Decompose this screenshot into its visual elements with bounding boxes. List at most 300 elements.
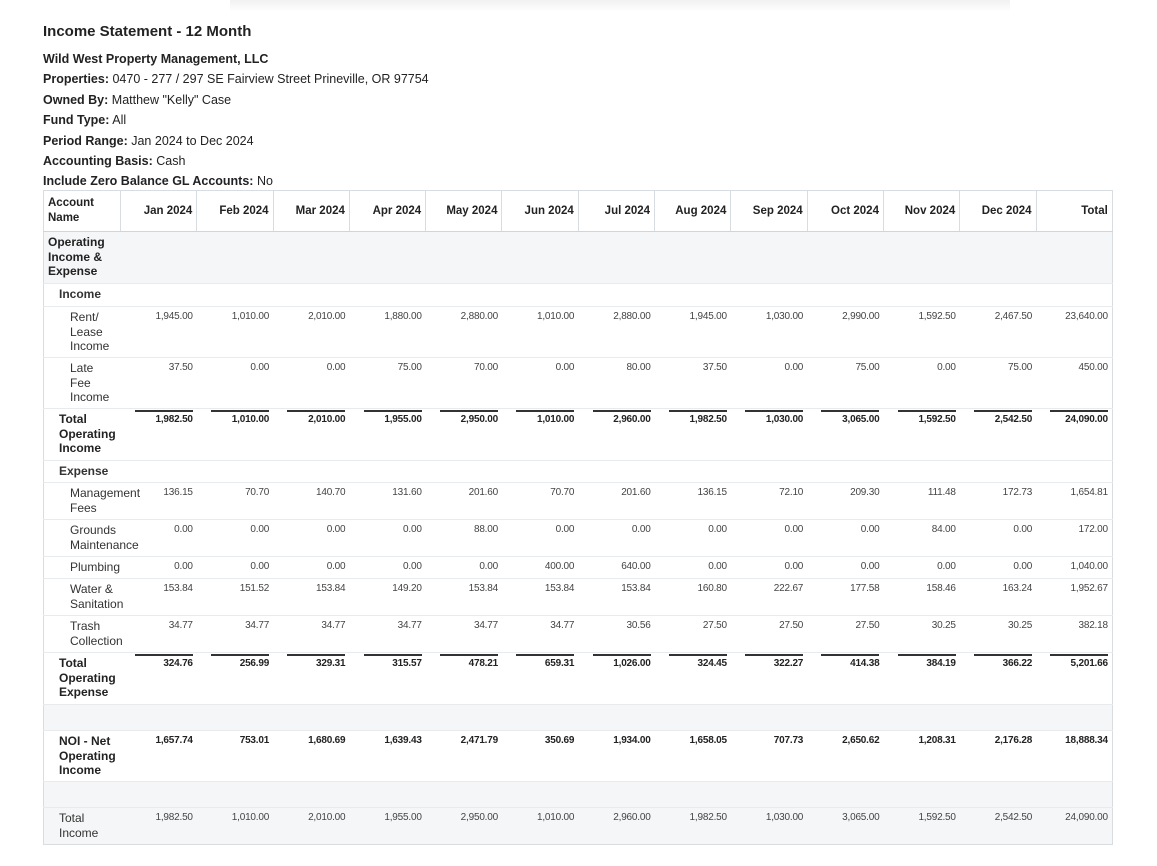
amount-value: 158.46 xyxy=(926,583,956,594)
amount-value: 131.60 xyxy=(392,487,422,498)
amount-cell xyxy=(807,808,883,845)
amount-value: 80.00 xyxy=(626,362,651,373)
account-name-cell: Total Operating Expense xyxy=(44,653,121,705)
amount-cell xyxy=(960,579,1036,616)
table-row xyxy=(44,557,1113,579)
amount-value: 478.21 xyxy=(440,654,498,669)
amount-cell xyxy=(502,483,578,520)
col-header-total[interactable]: Total xyxy=(1036,191,1112,232)
meta-include-zero: Include Zero Balance GL Accounts: No xyxy=(43,174,273,188)
amount-value: 322.27 xyxy=(745,654,803,669)
amount-value: 24,090.00 xyxy=(1065,812,1108,823)
empty-cell xyxy=(197,782,273,808)
amount-value: 34.77 xyxy=(321,620,346,631)
amount-cell xyxy=(121,579,197,616)
amount-cell xyxy=(502,520,578,557)
amount-value: 27.50 xyxy=(779,620,804,631)
amount-value: 382.18 xyxy=(1078,620,1108,631)
amount-value: 1,592.50 xyxy=(898,410,956,425)
empty-cell xyxy=(807,782,883,808)
report-title: Income Statement - 12 Month xyxy=(43,23,252,40)
empty-cell xyxy=(502,705,578,731)
empty-cell xyxy=(426,284,502,307)
amount-cell xyxy=(731,358,807,409)
amount-value: 172.00 xyxy=(1078,524,1108,535)
empty-cell xyxy=(502,461,578,483)
empty-cell xyxy=(197,705,273,731)
empty-cell xyxy=(349,705,425,731)
amount-value: 0.00 xyxy=(937,362,956,373)
empty-cell xyxy=(883,705,959,731)
amount-value: 0.00 xyxy=(326,362,346,373)
amount-cell xyxy=(502,307,578,358)
meta-properties: Properties: 0470 - 277 / 297 SE Fairview Street Prineville, OR 97754 xyxy=(43,72,429,86)
amount-value: 0.00 xyxy=(631,524,651,535)
amount-value: 0.00 xyxy=(784,561,804,572)
amount-cell xyxy=(883,409,959,461)
amount-value: 1,982.50 xyxy=(669,410,727,425)
amount-cell xyxy=(960,520,1036,557)
amount-value: 0.00 xyxy=(708,561,727,572)
empty-cell xyxy=(349,461,425,483)
empty-cell xyxy=(807,705,883,731)
amount-cell xyxy=(578,808,654,845)
amount-cell xyxy=(1036,731,1112,782)
amount-value: 1,982.50 xyxy=(689,812,727,823)
amount-value: 3,065.00 xyxy=(821,410,879,425)
amount-value: 0.00 xyxy=(784,362,804,373)
amount-cell xyxy=(121,808,197,845)
amount-cell xyxy=(883,520,959,557)
amount-cell xyxy=(273,358,349,409)
amount-value: 1,030.00 xyxy=(765,812,804,823)
amount-cell xyxy=(960,808,1036,845)
amount-value: 1,654.81 xyxy=(1070,487,1108,498)
amount-cell xyxy=(426,731,502,782)
amount-cell xyxy=(883,483,959,520)
amount-value: 18,888.34 xyxy=(1065,735,1108,746)
empty-cell xyxy=(1036,232,1112,284)
amount-value: 30.56 xyxy=(626,620,651,631)
table-row xyxy=(44,520,1113,557)
amount-cell xyxy=(1036,307,1112,358)
meta-fund-type: Fund Type: All xyxy=(43,113,127,127)
amount-value: 201.60 xyxy=(468,487,498,498)
meta-accounting-basis: Accounting Basis: Cash xyxy=(43,154,186,168)
empty-cell xyxy=(807,284,883,307)
empty-cell xyxy=(1036,705,1112,731)
amount-value: 1,010.00 xyxy=(536,311,575,322)
empty-cell xyxy=(1036,782,1112,808)
amount-value: 2,542.50 xyxy=(994,812,1033,823)
amount-cell xyxy=(960,358,1036,409)
amount-cell xyxy=(426,557,502,579)
account-name-cell: Total Operating Income xyxy=(44,409,121,461)
amount-cell xyxy=(197,616,273,653)
account-name-cell: Operating Income & Expense xyxy=(44,232,121,284)
amount-cell xyxy=(197,557,273,579)
amount-cell xyxy=(960,409,1036,461)
amount-cell xyxy=(197,653,273,705)
amount-cell xyxy=(655,307,731,358)
amount-value: 384.19 xyxy=(898,654,956,669)
amount-cell xyxy=(349,358,425,409)
amount-value: 84.00 xyxy=(931,524,956,535)
amount-cell xyxy=(655,579,731,616)
amount-value: 1,010.00 xyxy=(516,410,574,425)
amount-cell xyxy=(578,409,654,461)
amount-cell xyxy=(502,731,578,782)
empty-cell xyxy=(578,232,654,284)
amount-cell xyxy=(502,579,578,616)
amount-value: 2,990.00 xyxy=(842,311,880,322)
amount-cell xyxy=(655,616,731,653)
amount-cell xyxy=(731,579,807,616)
amount-value: 0.00 xyxy=(326,561,346,572)
amount-value: 1,030.00 xyxy=(745,410,803,425)
amount-value: 1,982.50 xyxy=(135,410,193,425)
amount-cell xyxy=(655,358,731,409)
amount-cell xyxy=(273,653,349,705)
empty-cell xyxy=(349,232,425,284)
amount-value: 75.00 xyxy=(397,362,422,373)
amount-cell xyxy=(349,520,425,557)
amount-value: 27.50 xyxy=(702,620,727,631)
amount-cell xyxy=(502,616,578,653)
empty-cell xyxy=(502,782,578,808)
amount-cell xyxy=(960,307,1036,358)
amount-cell xyxy=(426,307,502,358)
amount-cell xyxy=(883,731,959,782)
amount-cell xyxy=(578,307,654,358)
amount-value: 153.84 xyxy=(316,583,346,594)
company-name: Wild West Property Management, LLC xyxy=(43,52,269,66)
amount-value: 0.00 xyxy=(1013,561,1033,572)
amount-cell xyxy=(578,653,654,705)
spacer-row xyxy=(44,705,1113,731)
account-name-cell: Grounds Maintenance xyxy=(44,520,121,557)
amount-value: 0.00 xyxy=(403,524,422,535)
empty-cell xyxy=(502,232,578,284)
amount-cell xyxy=(960,731,1036,782)
amount-value: 640.00 xyxy=(621,561,651,572)
amount-cell xyxy=(426,653,502,705)
amount-value: 1,945.00 xyxy=(689,311,727,322)
amount-cell xyxy=(655,557,731,579)
col-header-month[interactable]: Aug 2024 xyxy=(655,191,731,232)
total-row xyxy=(44,409,1113,461)
account-name-cell: Late Fee Income xyxy=(44,358,121,409)
amount-value: 2,467.50 xyxy=(994,311,1033,322)
empty-cell xyxy=(349,782,425,808)
amount-cell xyxy=(121,409,197,461)
amount-cell xyxy=(655,483,731,520)
table-row xyxy=(44,483,1113,520)
amount-value: 34.77 xyxy=(550,620,575,631)
col-header-month[interactable]: Dec 2024 xyxy=(960,191,1036,232)
empty-cell xyxy=(807,232,883,284)
amount-cell xyxy=(121,557,197,579)
empty-cell xyxy=(1036,461,1112,483)
amount-value: 1,955.00 xyxy=(384,812,422,823)
amount-cell xyxy=(273,808,349,845)
amount-value: 2,471.79 xyxy=(460,735,498,746)
empty-cell xyxy=(578,461,654,483)
amount-value: 1,010.00 xyxy=(231,311,270,322)
empty-cell xyxy=(578,705,654,731)
amount-value: 753.01 xyxy=(239,735,270,746)
amount-cell xyxy=(807,653,883,705)
amount-value: 34.77 xyxy=(473,620,498,631)
table-row xyxy=(44,232,1113,284)
account-name-cell: Income xyxy=(44,284,121,307)
empty-cell xyxy=(731,232,807,284)
col-header-month[interactable]: Oct 2024 xyxy=(807,191,883,232)
account-name-cell: Expense xyxy=(44,461,121,483)
amount-value: 0.00 xyxy=(555,524,575,535)
col-header-month[interactable]: Mar 2024 xyxy=(273,191,349,232)
amount-value: 34.77 xyxy=(397,620,422,631)
table-row xyxy=(44,461,1113,483)
amount-cell xyxy=(426,808,502,845)
amount-value: 177.58 xyxy=(850,583,880,594)
empty-cell xyxy=(273,705,349,731)
amount-cell xyxy=(578,520,654,557)
amount-cell xyxy=(655,808,731,845)
amount-value: 0.00 xyxy=(403,561,422,572)
amount-value: 0.00 xyxy=(1013,524,1033,535)
empty-cell xyxy=(121,232,197,284)
amount-value: 70.70 xyxy=(245,487,270,498)
amount-cell xyxy=(960,653,1036,705)
account-name-cell: NOI - Net Operating Income xyxy=(44,731,121,782)
table-row xyxy=(44,307,1113,358)
amount-cell xyxy=(273,307,349,358)
amount-value: 1,934.00 xyxy=(613,735,651,746)
amount-value: 37.50 xyxy=(702,362,727,373)
amount-value: 0.00 xyxy=(326,524,346,535)
empty-cell xyxy=(578,782,654,808)
amount-cell xyxy=(273,520,349,557)
amount-cell xyxy=(807,557,883,579)
table-body xyxy=(44,232,1113,845)
amount-cell xyxy=(731,808,807,845)
amount-cell xyxy=(349,579,425,616)
amount-cell xyxy=(807,409,883,461)
amount-value: 707.73 xyxy=(773,735,804,746)
top-shadow xyxy=(230,0,1010,12)
amount-cell xyxy=(731,653,807,705)
amount-value: 111.48 xyxy=(927,487,956,498)
income-statement-table xyxy=(43,190,1113,845)
amount-cell xyxy=(731,307,807,358)
col-header-month[interactable]: Nov 2024 xyxy=(883,191,959,232)
amount-cell xyxy=(578,616,654,653)
amount-cell xyxy=(883,653,959,705)
amount-value: 0.00 xyxy=(860,524,880,535)
amount-value: 30.25 xyxy=(1008,620,1033,631)
amount-cell xyxy=(197,409,273,461)
amount-cell xyxy=(731,731,807,782)
amount-value: 1,880.00 xyxy=(384,311,422,322)
amount-cell xyxy=(502,409,578,461)
amount-value: 149.20 xyxy=(392,583,422,594)
amount-cell xyxy=(273,731,349,782)
amount-cell xyxy=(578,358,654,409)
table-header-row xyxy=(44,191,1113,232)
empty-cell xyxy=(273,232,349,284)
empty-cell xyxy=(960,284,1036,307)
empty-cell xyxy=(655,705,731,731)
amount-value: 0.00 xyxy=(250,524,270,535)
empty-cell xyxy=(121,284,197,307)
amount-value: 315.57 xyxy=(364,654,422,669)
empty-cell xyxy=(960,782,1036,808)
amount-value: 0.00 xyxy=(860,561,880,572)
amount-value: 1,955.00 xyxy=(364,410,422,425)
amount-cell xyxy=(578,731,654,782)
total-row xyxy=(44,653,1113,705)
amount-cell xyxy=(578,557,654,579)
empty-cell xyxy=(121,782,197,808)
amount-cell xyxy=(349,557,425,579)
amount-value: 366.22 xyxy=(974,654,1032,669)
col-header-month[interactable]: May 2024 xyxy=(426,191,502,232)
amount-value: 1,657.74 xyxy=(155,735,193,746)
amount-value: 3,065.00 xyxy=(842,812,880,823)
amount-value: 329.31 xyxy=(287,654,345,669)
amount-cell xyxy=(426,483,502,520)
empty-cell xyxy=(655,461,731,483)
empty-cell xyxy=(197,461,273,483)
col-header-month[interactable]: Apr 2024 xyxy=(349,191,425,232)
empty-cell xyxy=(731,782,807,808)
amount-cell xyxy=(1036,358,1112,409)
amount-value: 72.10 xyxy=(779,487,804,498)
col-header-month[interactable]: Jul 2024 xyxy=(578,191,654,232)
empty-cell xyxy=(960,705,1036,731)
amount-cell xyxy=(349,307,425,358)
amount-cell xyxy=(578,579,654,616)
amount-cell xyxy=(1036,808,1112,845)
amount-value: 414.38 xyxy=(821,654,879,669)
amount-cell xyxy=(731,520,807,557)
amount-cell xyxy=(883,808,959,845)
account-name-cell xyxy=(44,705,121,731)
amount-value: 1,030.00 xyxy=(765,311,804,322)
empty-cell xyxy=(426,461,502,483)
col-header-account-name[interactable]: Account Name xyxy=(44,191,121,232)
amount-cell xyxy=(349,808,425,845)
amount-value: 350.69 xyxy=(544,735,575,746)
amount-value: 0.00 xyxy=(174,524,193,535)
amount-cell xyxy=(273,616,349,653)
amount-value: 163.24 xyxy=(1002,583,1033,594)
col-header-month[interactable]: Feb 2024 xyxy=(197,191,273,232)
empty-cell xyxy=(121,461,197,483)
amount-value: 0.00 xyxy=(937,561,956,572)
amount-cell xyxy=(883,616,959,653)
amount-value: 2,880.00 xyxy=(613,311,651,322)
amount-value: 75.00 xyxy=(855,362,880,373)
amount-cell xyxy=(1036,557,1112,579)
amount-value: 70.70 xyxy=(550,487,575,498)
account-name-cell xyxy=(44,782,121,808)
amount-cell xyxy=(349,483,425,520)
amount-cell xyxy=(883,358,959,409)
empty-cell xyxy=(197,284,273,307)
col-header-month[interactable]: Jun 2024 xyxy=(502,191,578,232)
empty-cell xyxy=(807,461,883,483)
amount-cell xyxy=(273,483,349,520)
amount-value: 0.00 xyxy=(174,561,193,572)
amount-cell xyxy=(731,409,807,461)
amount-cell xyxy=(426,409,502,461)
empty-cell xyxy=(960,232,1036,284)
account-name-cell: Water & Sanitation xyxy=(44,579,121,616)
amount-cell xyxy=(883,557,959,579)
amount-value: 1,639.43 xyxy=(384,735,422,746)
empty-cell xyxy=(578,284,654,307)
amount-cell xyxy=(1036,653,1112,705)
amount-value: 1,982.50 xyxy=(155,812,193,823)
amount-cell xyxy=(273,409,349,461)
amount-cell xyxy=(807,483,883,520)
table-row xyxy=(44,808,1113,845)
amount-cell xyxy=(197,358,273,409)
amount-value: 1,592.50 xyxy=(918,311,956,322)
amount-value: 201.60 xyxy=(621,487,651,498)
amount-cell xyxy=(121,731,197,782)
amount-value: 2,010.00 xyxy=(308,812,346,823)
amount-cell xyxy=(578,483,654,520)
empty-cell xyxy=(883,232,959,284)
amount-value: 450.00 xyxy=(1078,362,1108,373)
amount-value: 1,010.00 xyxy=(211,410,269,425)
table-row xyxy=(44,731,1113,782)
account-name-cell: Plumbing xyxy=(44,557,121,579)
amount-cell xyxy=(807,731,883,782)
amount-cell xyxy=(121,307,197,358)
account-name-cell: Trash Collection xyxy=(44,616,121,653)
amount-value: 2,960.00 xyxy=(613,812,651,823)
amount-value: 24,090.00 xyxy=(1050,410,1108,425)
col-header-month[interactable]: Jan 2024 xyxy=(121,191,197,232)
amount-value: 88.00 xyxy=(473,524,498,535)
amount-cell xyxy=(655,731,731,782)
empty-cell xyxy=(426,782,502,808)
amount-cell xyxy=(197,483,273,520)
amount-value: 2,176.28 xyxy=(994,735,1033,746)
amount-cell xyxy=(1036,483,1112,520)
amount-value: 324.76 xyxy=(135,654,193,669)
amount-cell xyxy=(502,358,578,409)
col-header-month[interactable]: Sep 2024 xyxy=(731,191,807,232)
amount-cell xyxy=(197,731,273,782)
amount-cell xyxy=(655,409,731,461)
amount-value: 160.80 xyxy=(697,583,727,594)
amount-cell xyxy=(502,557,578,579)
amount-value: 256.99 xyxy=(211,654,269,669)
amount-value: 2,650.62 xyxy=(842,735,880,746)
amount-cell xyxy=(731,557,807,579)
amount-value: 1,945.00 xyxy=(155,311,193,322)
amount-value: 324.45 xyxy=(669,654,727,669)
table-row xyxy=(44,358,1113,409)
empty-cell xyxy=(731,461,807,483)
amount-value: 659.31 xyxy=(516,654,574,669)
amount-value: 0.00 xyxy=(479,561,498,572)
